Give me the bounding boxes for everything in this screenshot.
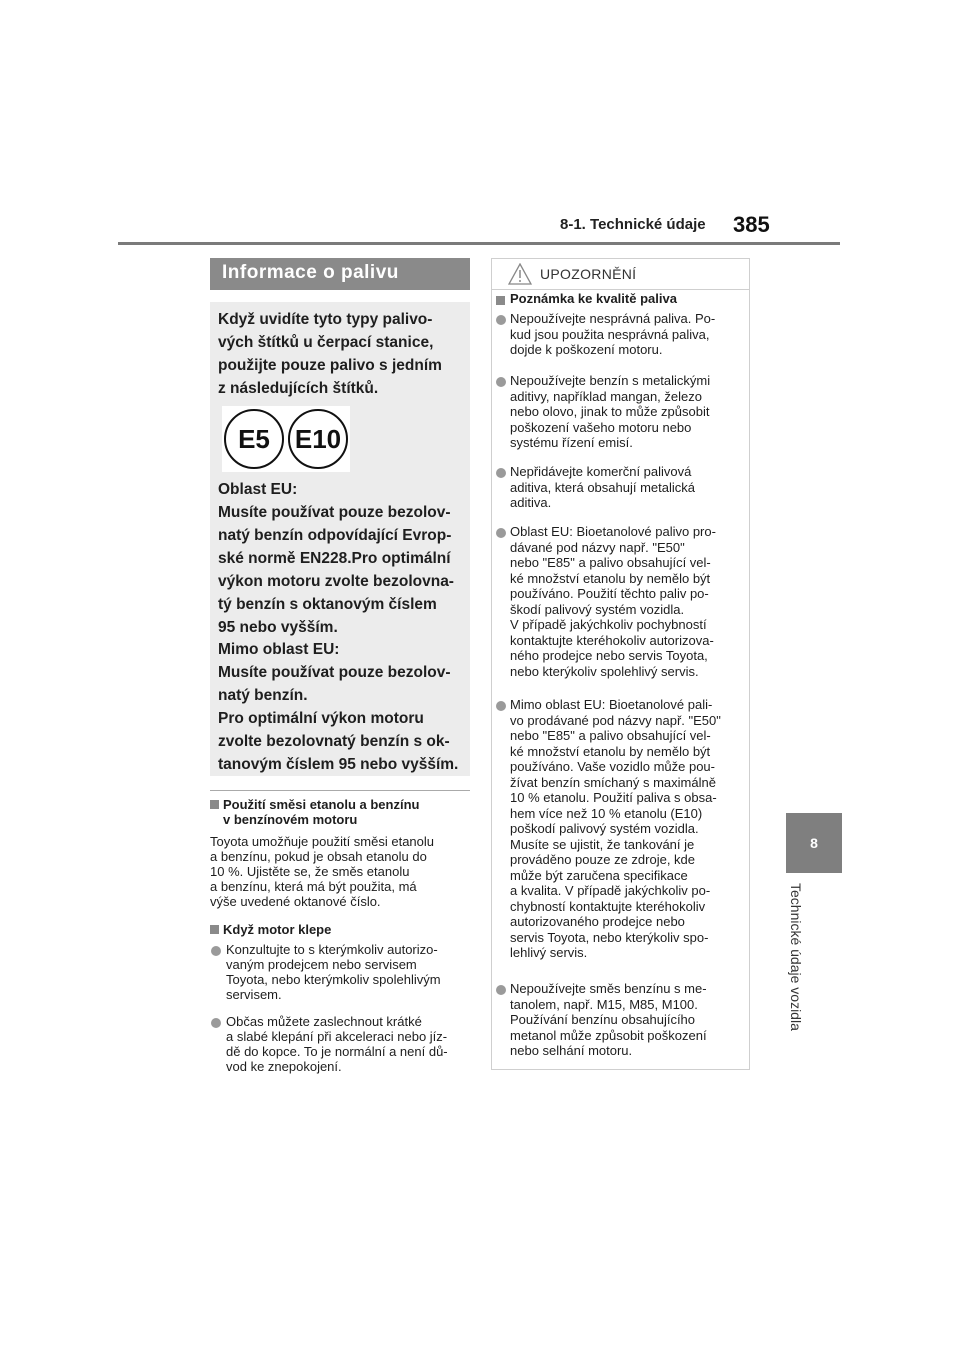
- line: aditivy, například mangan, železo: [510, 388, 702, 404]
- line: Pro optimální výkon motoru: [218, 710, 424, 727]
- line: z následujících štítků.: [218, 380, 379, 397]
- line: tanovým číslem 95 nebo vyšším.: [218, 756, 459, 773]
- line: Mimo oblast EU:: [218, 641, 340, 658]
- divider: [210, 790, 470, 791]
- line: a benzínu, pokud je obsah etanolu do: [210, 849, 427, 864]
- line: v benzínovém motoru: [223, 812, 358, 827]
- line: Občas můžete zaslechnout krátké: [226, 1014, 422, 1029]
- line: metanol může způsobit poškození: [510, 1027, 707, 1043]
- bullet-icon: [496, 377, 506, 387]
- line: žívat benzín smíchaný s maximálně: [510, 774, 716, 790]
- line: nebo "E85" a palivo obsahující vel-: [510, 555, 711, 570]
- line: ného prodejce nebo servis Toyota,: [510, 648, 708, 663]
- line: dávané pod názvy např. "E50": [510, 539, 685, 555]
- line: a benzínu, která má být použita, má: [210, 879, 417, 894]
- line: škodí palivový systém vozidla.: [510, 601, 685, 617]
- line: vod ke znepokojení.: [226, 1059, 342, 1074]
- info-box-title: Informace o palivu: [222, 262, 399, 283]
- line: Toyota, nebo kterýmkoliv spolehlivým: [226, 972, 441, 987]
- info-box-header: [210, 258, 470, 290]
- knock-bullet-2: [226, 1014, 448, 1074]
- caution-bullet: [510, 311, 742, 358]
- line: může být zaručena specifikace: [510, 867, 688, 883]
- line: systému řízení emisí.: [510, 435, 633, 450]
- ethanol-text: [210, 834, 434, 909]
- line: a kvalita. V případě jakýchkoliv po-: [510, 883, 711, 898]
- line: Nepoužívejte směs benzínu s me-: [510, 981, 707, 996]
- line: Toyota umožňuje použití směsi etanolu: [210, 834, 435, 849]
- line: Používání benzínu obsahujícího: [510, 1012, 696, 1027]
- info-para-non-eu: [218, 638, 468, 776]
- line: nebo kterýkoliv spolehlivý servis.: [510, 663, 699, 679]
- line: tanolem, např. M15, M85, M100.: [510, 996, 698, 1012]
- line: 10 %. Ujistěte se, že směs etanolu: [210, 864, 410, 879]
- line: Oblast EU: Bioetanolové palivo pro-: [510, 524, 716, 539]
- square-bullet-icon: [210, 800, 219, 809]
- line: natý benzín.: [218, 687, 308, 704]
- knock-bullet-1: [226, 942, 441, 1002]
- line: servisem.: [226, 987, 282, 1002]
- line: dojde k poškození motoru.: [510, 342, 663, 357]
- line: použijte pouze palivo s jedním: [218, 357, 442, 374]
- line: ké množství etanolu by nemělo být: [510, 743, 711, 759]
- bullet-icon: [211, 1018, 221, 1028]
- line: prováděno pouze ze zdroje, kde: [510, 852, 696, 867]
- fuel-label-e5: E5: [224, 409, 284, 469]
- line: Musíte používat pouze bezolov-: [218, 664, 451, 681]
- line: tý benzín s oktanovým číslem: [218, 596, 437, 613]
- header-rule: [118, 242, 840, 245]
- line: vo prodávané pod názvy např. "E50": [510, 712, 721, 728]
- line: vých štítků u čerpací stanice,: [218, 334, 434, 351]
- ethanol-heading: [210, 797, 419, 827]
- info-para-eu: [218, 478, 468, 639]
- line: kontaktujte kteréhokoliv autorizova-: [510, 632, 714, 648]
- line: 95 nebo vyšším.: [218, 619, 338, 636]
- warning-triangle-icon: [508, 263, 532, 285]
- square-bullet-icon: [210, 925, 219, 934]
- line: používáno. Vaše vozidlo může pou-: [510, 759, 715, 774]
- line: poškození vašeho motoru nebo: [510, 419, 692, 435]
- line: výše uvedené oktanové číslo.: [210, 894, 381, 909]
- chapter-tab: [786, 813, 842, 873]
- line: natý benzín odpovídající Evrop-: [218, 527, 452, 544]
- line: dě do kopce. To je normální a není dů-: [226, 1044, 448, 1059]
- caution-bullet: [510, 524, 742, 679]
- caution-heading: Poznámka ke kvalitě paliva: [510, 291, 677, 306]
- bullet-icon: [496, 701, 506, 711]
- line: hem více než 10 % etanolu (E10): [510, 805, 703, 821]
- section-title: 8-1. Technické údaje: [560, 216, 706, 233]
- square-bullet-icon: [496, 296, 505, 305]
- caution-bullet: [510, 464, 742, 511]
- line: vaným prodejcem nebo servisem: [226, 957, 417, 972]
- knock-heading: [210, 922, 331, 937]
- bullet-icon: [496, 985, 506, 995]
- line: Musíte používat pouze bezolov-: [218, 504, 451, 521]
- chapter-number: 8: [810, 835, 818, 851]
- chapter-label: Technické údaje vozidla: [788, 883, 804, 1031]
- line: Oblast EU:: [218, 481, 298, 498]
- bullet-icon: [496, 468, 506, 478]
- line: Použití směsi etanolu a benzínu: [223, 797, 420, 812]
- line: nebo selhání motoru.: [510, 1043, 633, 1058]
- line: Když uvidíte tyto typy palivo-: [218, 311, 433, 328]
- page-number: 385: [733, 212, 770, 237]
- line: chybností kontaktujte kteréhokoliv: [510, 898, 706, 914]
- line: aditiva, která obsahují metalická: [510, 479, 695, 495]
- line: Nepoužívejte nesprávná paliva. Po-: [510, 311, 716, 326]
- info-para-1: [218, 308, 468, 400]
- bullet-icon: [211, 946, 221, 956]
- caution-bullet: [510, 373, 742, 451]
- line: Když motor klepe: [223, 922, 332, 937]
- fuel-labels: [222, 406, 350, 472]
- line: nebo "E85" a palivo obsahující vel-: [510, 728, 711, 743]
- line: ské normě EN228.Pro optimální: [218, 550, 451, 567]
- line: Mimo oblast EU: Bioetanolové pali-: [510, 697, 713, 712]
- line: poškodí palivový systém vozidla.: [510, 821, 699, 836]
- line: zvolte bezolovnatý benzín s ok-: [218, 733, 450, 750]
- caution-bullet: [510, 697, 742, 961]
- line: lehlivý servis.: [510, 945, 588, 960]
- line: aditiva.: [510, 495, 552, 510]
- line: 10 % etanolu. Použití paliva s obsa-: [510, 790, 717, 805]
- line: servis Toyota, nebo kterýkoliv spo-: [510, 929, 709, 945]
- caution-box: [491, 258, 750, 1070]
- line: používáno. Použití těchto paliv po-: [510, 586, 709, 601]
- bullet-icon: [496, 315, 506, 325]
- line: ké množství etanolu by nemělo být: [510, 570, 711, 586]
- bullet-icon: [496, 528, 506, 538]
- caution-header: [492, 259, 749, 290]
- line: kud jsou použita nesprávná paliva,: [510, 326, 710, 342]
- line: Nepoužívejte benzín s metalickými: [510, 373, 711, 388]
- line: a slabé klepání při akceleraci nebo jíz-: [226, 1029, 448, 1044]
- caution-bullet: [510, 981, 742, 1059]
- line: autorizovaného prodejce nebo: [510, 914, 685, 929]
- fuel-label-e10: E10: [288, 409, 348, 469]
- line: Musíte se ujistit, že tankování je: [510, 836, 695, 852]
- line: nebo olovo, jinak to může způsobit: [510, 404, 710, 419]
- line: Nepřidávejte komerční palivová: [510, 464, 692, 479]
- line: V případě jakýchkoliv pochybností: [510, 617, 707, 632]
- line: výkon motoru zvolte bezolovna-: [218, 573, 454, 590]
- line: Konzultujte to s kterýmkoliv autorizo-: [226, 942, 438, 957]
- info-box: [210, 302, 470, 776]
- caution-title: UPOZORNĚNÍ: [540, 266, 637, 282]
